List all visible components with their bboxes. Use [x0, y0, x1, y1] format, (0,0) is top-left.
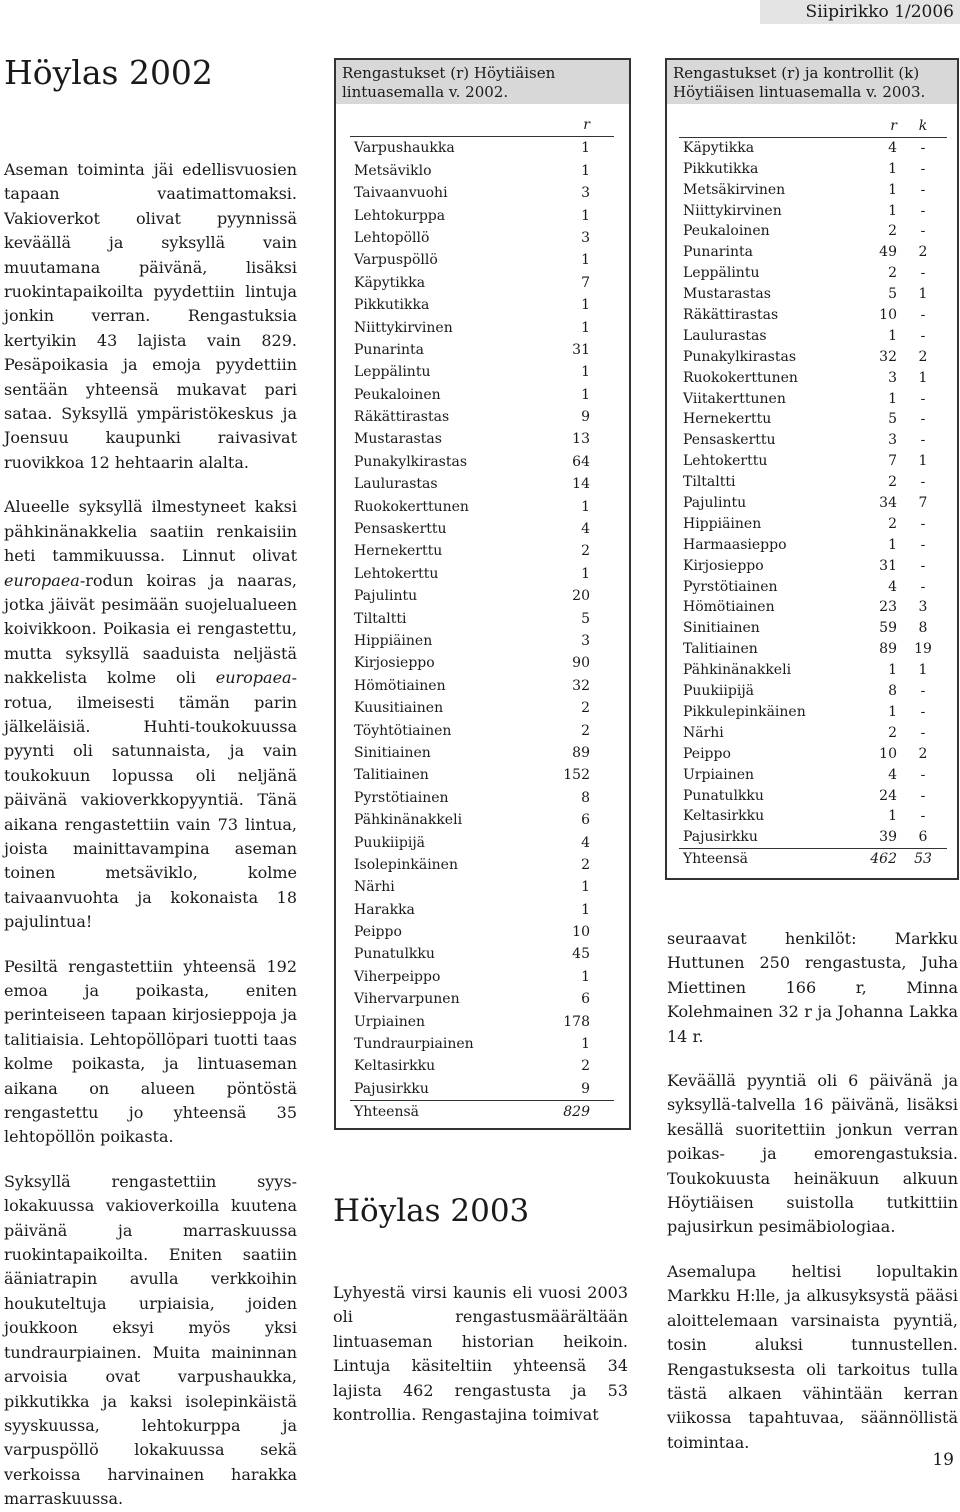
table-row — [350, 384, 614, 406]
ringed-count: 1 — [581, 207, 590, 224]
ringed-count: 1 — [581, 879, 590, 896]
species-name: Hernekerttu — [683, 411, 772, 428]
control-count: - — [920, 536, 926, 553]
species-name: Räkättirastas — [683, 307, 779, 324]
species-name: Pikkulepinkäinen — [683, 703, 806, 720]
species-name: Niittykirvinen — [354, 319, 453, 336]
species-name: Peukaloinen — [683, 223, 770, 240]
column-3-text — [667, 927, 958, 1455]
control-count: 3 — [918, 599, 928, 616]
species-name: Viherpeippo — [354, 968, 441, 985]
species-name: Pähkinänakkeli — [354, 812, 463, 829]
species-name: Urpiainen — [683, 766, 755, 783]
paragraph: Aseman toiminta jäi edellisvuosien tapaan vaatimattomaksi. Vakioverkot olivat pyynnissä keväällä ja syksyllä vain muutamana päivänä, lisäksi ruokintapaikoilta pyydettiin lintuja jonkin verran. Rengastuksia kertyikin 43 lajista vain 829. Pesäpoikasia ja emoja pyydettiin sentään yhteensä mukavat pari sataa. Syksyllä ympäristökeskus ja Joensuu kaupunki raivasivat ruovikkoa 12 hehtaarin alalta. — [4, 160, 297, 472]
ringed-count: 31 — [572, 341, 590, 358]
ringed-count: 32 — [572, 677, 590, 694]
ringed-count: 1 — [888, 662, 897, 679]
table-row — [350, 585, 614, 607]
table-row — [350, 854, 614, 876]
species-name: Peippo — [683, 745, 731, 762]
table-row — [350, 876, 614, 898]
table-row — [350, 652, 614, 674]
species-name: Kuusitiainen — [354, 700, 444, 717]
control-count: 8 — [918, 620, 928, 637]
table-row — [679, 201, 947, 222]
table-header — [350, 114, 614, 137]
species-name: Pajusirkku — [354, 1080, 429, 1097]
species-name: Lehtokerttu — [354, 565, 439, 582]
species-name: Punatulkku — [354, 946, 435, 963]
control-count: - — [920, 265, 926, 282]
ringing-table-2002 — [350, 114, 614, 1124]
species-name: Räkättirastas — [354, 409, 450, 426]
species-name: Mustarastas — [683, 286, 771, 303]
column-2-text — [333, 1281, 628, 1427]
species-name: Metsäviklo — [354, 162, 432, 179]
table-row — [350, 339, 614, 361]
table-row — [350, 832, 614, 854]
ringed-count: 5 — [888, 286, 897, 303]
paragraph: seuraavat henkilöt: Markku Huttunen 250 rengastusta, Juha Miettinen 166 r, Minna Kolehmainen 32 r ja Johanna Lakka 14 r. — [667, 929, 958, 1046]
species-name: Keltasirkku — [683, 808, 765, 825]
ringed-count: 1 — [581, 162, 590, 179]
table-row — [679, 159, 947, 180]
control-count: 7 — [918, 495, 928, 512]
ringed-count: 10 — [572, 924, 590, 941]
control-count: - — [920, 139, 926, 156]
ringed-count: 45 — [572, 946, 590, 963]
table-row — [350, 697, 614, 719]
control-count: 6 — [918, 829, 928, 846]
ringed-count: 1 — [581, 140, 590, 157]
species-name: Punakylkirastas — [354, 453, 468, 470]
ringed-count: 4 — [888, 578, 897, 595]
table-row — [350, 966, 614, 988]
table-row — [679, 702, 947, 723]
ringed-count: 10 — [879, 307, 897, 324]
ringed-count: 5 — [888, 411, 897, 428]
species-name: Pajulintu — [354, 588, 418, 605]
table-row — [350, 272, 614, 294]
control-count: 2 — [918, 745, 928, 762]
species-name: Ruokokerttunen — [683, 369, 798, 386]
ringed-count: 39 — [879, 829, 897, 846]
control-count: - — [920, 578, 926, 595]
ringed-count: 2 — [581, 856, 590, 873]
table-row — [350, 1055, 614, 1077]
ringed-count: 1 — [581, 297, 590, 314]
control-count: - — [920, 683, 926, 700]
control-count: - — [920, 808, 926, 825]
species-name: Punarinta — [354, 341, 424, 358]
table-row — [350, 205, 614, 227]
control-count: 1 — [918, 369, 928, 386]
species-name: Peippo — [354, 924, 402, 941]
ringed-count: 10 — [879, 745, 897, 762]
table-row — [350, 317, 614, 339]
ringed-count: 5 — [581, 610, 590, 627]
col-r-header: r — [583, 117, 590, 133]
ringed-count: 8 — [581, 789, 590, 806]
species-name: Punatulkku — [683, 787, 764, 804]
control-count: - — [920, 223, 926, 240]
table-row — [350, 1078, 614, 1101]
column-1-text — [4, 158, 297, 1512]
ringed-count: 1 — [581, 364, 590, 381]
table-row — [350, 451, 614, 473]
ringed-count: 1 — [888, 536, 897, 553]
species-name: Talitiainen — [683, 641, 758, 658]
ringed-count: 3 — [888, 369, 897, 386]
total-label: Yhteensä — [354, 1104, 420, 1121]
ringed-count: 1 — [888, 703, 897, 720]
table-row — [350, 630, 614, 652]
table-row — [679, 221, 947, 242]
ringed-count: 2 — [888, 223, 897, 240]
table-row — [679, 827, 947, 849]
species-name: Varpuspöllö — [354, 252, 438, 269]
table-row — [679, 744, 947, 765]
table-row — [679, 347, 947, 368]
ringing-table-2003 — [679, 116, 947, 870]
table-row — [679, 535, 947, 556]
species-name: Tiltaltti — [683, 474, 736, 491]
species-name: Kirjosieppo — [354, 655, 435, 672]
table-row — [679, 368, 947, 389]
table-row — [679, 263, 947, 284]
species-name: Pikkutikka — [683, 160, 759, 177]
ringed-count: 4 — [581, 521, 590, 538]
table-row — [350, 1033, 614, 1055]
ringed-count: 1 — [581, 319, 590, 336]
total-ringed: 829 — [563, 1104, 590, 1121]
species-name: Pensaskerttu — [683, 432, 776, 449]
table-row — [679, 723, 947, 744]
table-row — [350, 182, 614, 204]
table-row — [350, 742, 614, 764]
table-row — [679, 389, 947, 410]
control-count: 2 — [918, 348, 928, 365]
control-count: - — [920, 160, 926, 177]
table-row — [350, 294, 614, 316]
ringed-count: 1 — [581, 1036, 590, 1053]
table-caption: Rengastukset (r) Höytiäisen lintuasemalla v. 2002. — [336, 60, 629, 104]
species-name: Varpushaukka — [354, 140, 455, 157]
table-row — [350, 720, 614, 742]
table-row — [350, 428, 614, 450]
control-count: - — [920, 766, 926, 783]
ringed-count: 9 — [581, 409, 590, 426]
control-count: - — [920, 432, 926, 449]
ringed-count: 8 — [888, 683, 897, 700]
ringed-count: 34 — [879, 495, 897, 512]
ringed-count: 178 — [563, 1013, 590, 1030]
species-name: Pyrstötiainen — [354, 789, 449, 806]
species-name: Vihervarpunen — [354, 991, 460, 1008]
table-row — [350, 518, 614, 540]
species-name: Punakylkirastas — [683, 348, 797, 365]
species-name: Lehtokurppa — [354, 207, 446, 224]
ringed-count: 1 — [888, 160, 897, 177]
species-name: Puukiipijä — [354, 834, 426, 851]
control-count: - — [920, 202, 926, 219]
species-name: Laulurastas — [354, 476, 438, 493]
ringed-count: 4 — [581, 834, 590, 851]
control-count: - — [920, 411, 926, 428]
paragraph: Asemalupa heltisi lopultakin Markku H:lle, ja alkusyksystä pääsi aloittelemaan varsinaista pyyntiä, tosin aluksi tunnustellen. Rengastuksesta oli tarkoitus tulla tästä alkaen vähintään kerran viikossa tapahtuvaa, säännöllistä toimintaa. — [667, 1261, 958, 1452]
paragraph: Lyhyestä virsi kaunis eli vuosi 2003 oli rengastusmäärältään lintuaseman historian heikoin. Lintuja käsiteltiin yhteensä 34 lajista 462 rengastusta ja 53 kontrollia. Rengastajina toimivat — [333, 1283, 628, 1425]
table-row — [679, 493, 947, 514]
species-name: Pyrstötiainen — [683, 578, 778, 595]
species-name: Urpiainen — [354, 1013, 426, 1030]
control-count: - — [920, 390, 926, 407]
species-name: Harakka — [354, 901, 415, 918]
table-row — [350, 809, 614, 831]
species-name: Hippiäinen — [683, 515, 762, 532]
table-row — [679, 451, 947, 472]
table-row — [350, 361, 614, 383]
control-count: - — [920, 557, 926, 574]
ringed-count: 20 — [572, 588, 590, 605]
control-count: - — [920, 181, 926, 198]
species-name: Leppälintu — [683, 265, 760, 282]
table-row — [350, 988, 614, 1010]
ringed-count: 7 — [888, 453, 897, 470]
species-name: Niittykirvinen — [683, 202, 782, 219]
ringed-count: 64 — [572, 453, 590, 470]
ringed-count: 2 — [581, 543, 590, 560]
control-count: - — [920, 724, 926, 741]
paragraph: Alueelle syksyllä ilmestyneet kaksi pähkinänakkelia saatiin renkaisiin heti tammikuussa. Linnut olivat europaea-rodun koiras ja naaras, jotka jäivät pesimään suojelualueen koivikkoon. Poikasia ei rengastettu, mutta syksyllä saaduista neljästä nakkelista kolme oli europaea-rotua, ilmeisesti tämän parin jälkeläisiä. Huhti-toukokuussa pyynti oli satunnaista, ja vain toukokuun lopussa oli neljänä päivänä vakioverkkopyyntiä. Tänä aikana rengastettiin vain 73 lintua, joista mainittavampina aseman toinen metsäviklo, kolme taivaanvuohta ja kokonaista 18 pajulintua! — [4, 497, 297, 932]
control-count: - — [920, 703, 926, 720]
table-row — [679, 326, 947, 347]
control-count: 1 — [918, 453, 928, 470]
ringed-count: 23 — [879, 599, 897, 616]
control-count: 1 — [918, 286, 928, 303]
table-caption: Rengastukset (r) ja kontrollit (k) Höytiäisen lintuasemalla v. 2003. — [667, 60, 957, 104]
table-header — [679, 116, 947, 138]
species-name: Närhi — [354, 879, 395, 896]
paragraph: Keväällä pyyntiä oli 6 päivänä ja syksyllä-talvella 16 päivänä, lisäksi kesällä suoritettiin jonkun verran poikas- ja emorengastuksia. Toukokuusta heinäkuun alkuun Höytiäisen suistolla tutkittiin pajusirkun pesimäbiologiaa. — [667, 1071, 958, 1237]
ringed-count: 1 — [581, 252, 590, 269]
species-name: Töyhtötiainen — [354, 722, 452, 739]
ringed-count: 13 — [572, 431, 590, 448]
table-row — [679, 430, 947, 451]
species-name: Mustarastas — [354, 431, 442, 448]
species-name: Leppälintu — [354, 364, 431, 381]
table-row — [679, 242, 947, 263]
control-count: - — [920, 787, 926, 804]
ringed-count: 89 — [572, 744, 590, 761]
total-ringed: 462 — [870, 851, 897, 868]
species-name: Pensaskerttu — [354, 521, 447, 538]
ringed-count: 2 — [888, 265, 897, 282]
species-name: Taivaanvuohi — [354, 185, 448, 202]
table-row — [679, 556, 947, 577]
table-row — [350, 1011, 614, 1033]
table-row — [679, 597, 947, 618]
ringed-count: 4 — [888, 766, 897, 783]
table-row — [679, 472, 947, 493]
total-label: Yhteensä — [683, 851, 749, 868]
ringed-count: 1 — [581, 901, 590, 918]
table-row — [679, 514, 947, 535]
ringed-count: 2 — [888, 474, 897, 491]
table-row — [679, 806, 947, 827]
table-row — [679, 618, 947, 639]
table-row — [350, 249, 614, 271]
species-name: Kirjosieppo — [683, 557, 764, 574]
ringed-count: 2 — [888, 515, 897, 532]
table-row — [679, 786, 947, 807]
table-row — [679, 639, 947, 660]
species-name: Sinitiainen — [683, 620, 760, 637]
species-name: Talitiainen — [354, 767, 429, 784]
table-row — [350, 764, 614, 786]
page-number: 19 — [932, 1450, 954, 1470]
table-row — [350, 496, 614, 518]
control-count: 1 — [918, 662, 928, 679]
species-name: Hernekerttu — [354, 543, 443, 560]
title-2003: Höylas 2003 — [333, 1193, 530, 1229]
table-row — [679, 577, 947, 598]
ringed-count: 1 — [888, 808, 897, 825]
ringed-count: 1 — [888, 327, 897, 344]
ringed-count: 3 — [581, 632, 590, 649]
ringed-count: 3 — [581, 185, 590, 202]
ringed-count: 1 — [581, 498, 590, 515]
table-box-2003 — [665, 58, 959, 880]
species-name: Puukiipijä — [683, 683, 755, 700]
table-row — [679, 180, 947, 201]
table-box-2002 — [334, 58, 631, 1130]
species-name: Pajulintu — [683, 495, 747, 512]
ringed-count: 3 — [581, 229, 590, 246]
species-name: Harmaasieppo — [683, 536, 787, 553]
control-count: - — [920, 307, 926, 324]
ringed-count: 89 — [879, 641, 897, 658]
ringed-count: 1 — [888, 181, 897, 198]
species-name: Tiltaltti — [354, 610, 407, 627]
species-name: Metsäkirvinen — [683, 181, 786, 198]
species-name: Pajusirkku — [683, 829, 758, 846]
table-row — [350, 787, 614, 809]
ringed-count: 3 — [888, 432, 897, 449]
ringed-count: 2 — [888, 724, 897, 741]
table-row — [679, 409, 947, 430]
col-k-header: k — [918, 118, 928, 134]
ringed-count: 2 — [581, 722, 590, 739]
species-name: Hömötiainen — [683, 599, 775, 616]
ringed-count: 4 — [888, 139, 897, 156]
ringed-count: 59 — [879, 620, 897, 637]
paragraph: Syksyllä rengastettiin syys-lokakuussa vakioverkoilla kuutena päivänä ja marraskuussa ruokintapaikoilta. Eniten saatiin ääniatrapin avulla verkkoihin houkuteltuja urpiaisia, joiden joukkoon eksyi myös yksi tundraurpiainen. Muita maininnan arvoisia ovat varpushaukka, pikkutikka ja kaksi isolepinkäistä syyskuussa, lehtokurppa ja varpuspöllö lokakuussa sekä verkoissa harvinainen harakka marraskuussa. — [4, 1171, 297, 1509]
table-row — [350, 608, 614, 630]
ringed-count: 1 — [581, 386, 590, 403]
species-name: Ruokokerttunen — [354, 498, 469, 515]
table-row — [679, 765, 947, 786]
table-row — [350, 227, 614, 249]
table-row — [350, 563, 614, 585]
species-name: Isolepinkäinen — [354, 856, 458, 873]
ringed-count: 2 — [581, 700, 590, 717]
species-name: Närhi — [683, 724, 724, 741]
table-row — [350, 921, 614, 943]
ringed-count: 2 — [581, 1058, 590, 1075]
species-name: Laulurastas — [683, 327, 767, 344]
species-name: Pikkutikka — [354, 297, 430, 314]
species-name: Sinitiainen — [354, 744, 431, 761]
table-row — [350, 540, 614, 562]
ringed-count: 6 — [581, 812, 590, 829]
table-row — [679, 305, 947, 326]
ringed-count: 32 — [879, 348, 897, 365]
running-head: Siipirikko 1/2006 — [760, 0, 960, 24]
title-2002: Höylas 2002 — [4, 53, 213, 92]
species-name: Keltasirkku — [354, 1058, 436, 1075]
paragraph: Pesiltä rengastettiin yhteensä 192 emoa ja poikasta, eniten perinteiseen tapaan kirjosieppoja ja talitiaisia. Lehtopöllöpari tuotti taas kolme poikasta, ja lintuaseman aikana on alueen pöntöstä rengastettu jo yhteensä 35 lehtopöllön poikasta. — [4, 956, 297, 1147]
table-total-row — [350, 1101, 614, 1123]
ringed-count: 1 — [581, 565, 590, 582]
table-row — [350, 675, 614, 697]
species-name: Tundraurpiainen — [354, 1036, 474, 1053]
ringed-count: 24 — [879, 787, 897, 804]
control-count: 19 — [914, 641, 932, 658]
species-name: Käpytikka — [683, 139, 755, 156]
species-name: Viitakerttunen — [683, 390, 786, 407]
species-name: Hömötiainen — [354, 677, 446, 694]
ringed-count: 9 — [581, 1080, 590, 1097]
table-row — [679, 284, 947, 305]
ringed-count: 90 — [572, 655, 590, 672]
table-row — [350, 137, 614, 159]
species-name: Lehtopöllö — [354, 229, 430, 246]
species-name: Punarinta — [683, 244, 753, 261]
control-count: - — [920, 474, 926, 491]
table-row — [350, 160, 614, 182]
ringed-count: 1 — [888, 390, 897, 407]
table-total-row — [679, 849, 947, 870]
species-name: Peukaloinen — [354, 386, 441, 403]
species-name: Hippiäinen — [354, 632, 433, 649]
table-row — [679, 681, 947, 702]
ringed-count: 7 — [581, 274, 590, 291]
ringed-count: 14 — [572, 476, 590, 493]
table-row — [679, 660, 947, 681]
ringed-count: 49 — [879, 244, 897, 261]
ringed-count: 152 — [563, 767, 590, 784]
control-count: - — [920, 327, 926, 344]
col-r-header: r — [890, 118, 897, 134]
table-row — [679, 138, 947, 159]
table-row — [350, 406, 614, 428]
ringed-count: 1 — [888, 202, 897, 219]
control-count: 2 — [918, 244, 928, 261]
ringed-count: 6 — [581, 991, 590, 1008]
species-name: Pähkinänakkeli — [683, 662, 792, 679]
table-row — [350, 899, 614, 921]
control-count: - — [920, 515, 926, 532]
ringed-count: 1 — [581, 968, 590, 985]
table-row — [350, 473, 614, 495]
ringed-count: 31 — [879, 557, 897, 574]
table-row — [350, 943, 614, 965]
species-name: Käpytikka — [354, 274, 426, 291]
total-controls: 53 — [914, 851, 932, 868]
species-name: Lehtokerttu — [683, 453, 768, 470]
